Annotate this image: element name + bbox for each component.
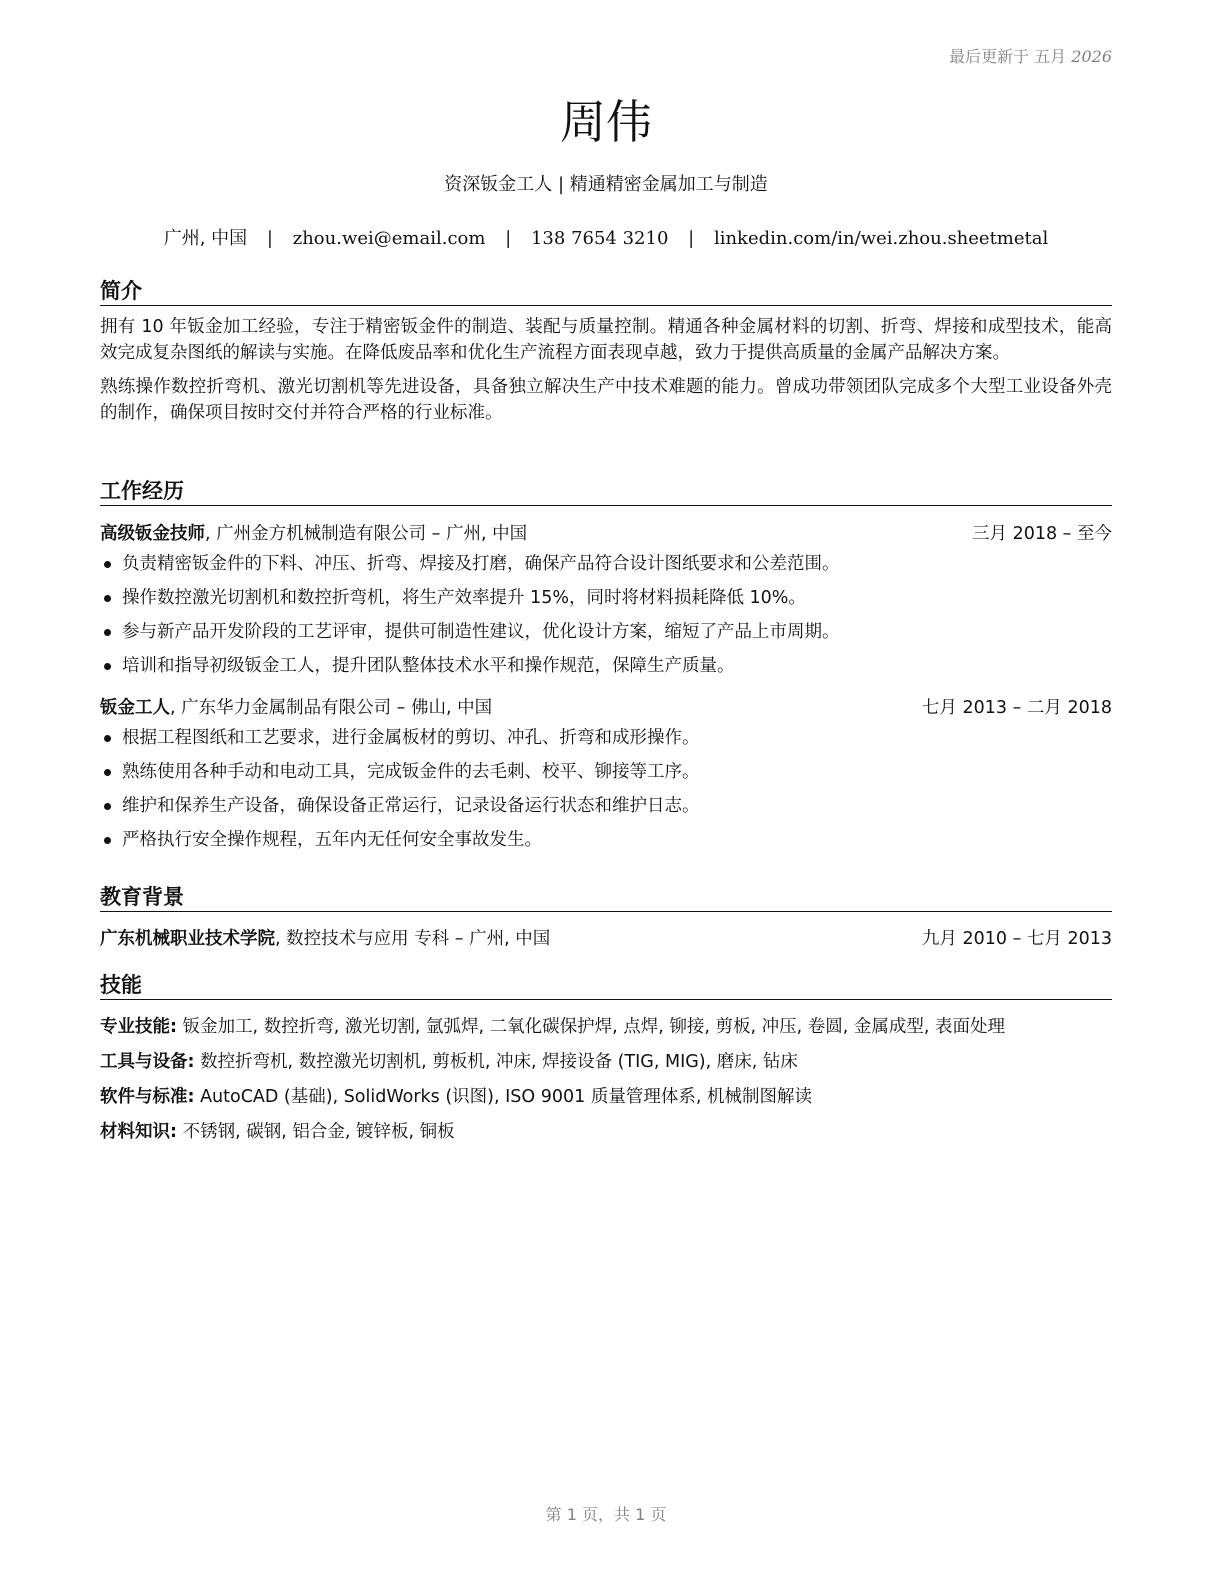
job-entry [100,695,1112,853]
contact-separator: | [266,228,273,249]
job-dates: 七月 2013 – 二月 2018 [921,698,1112,718]
skill-value: 钣金加工, 数控折弯, 激光切割, 氩弧焊, 二氧化碳保护焊, 点焊, 铆接, 剪板, 冲压, 卷圆, 金属成型, 表面处理 [177,1017,1005,1037]
last-updated-prefix: 最后更新于 五月 [949,47,1067,66]
job-bullet: 熟练使用各种手动和电动工具，完成钣金件的去毛刺、校平、铆接等工序。 [100,759,1112,785]
education-detail: , 数控技术与应用 专科 – 广州, 中国 [275,929,551,949]
section-title: 技能 [100,972,1112,1000]
job-header [100,521,1112,547]
skill-label: 专业技能: [100,1017,177,1037]
job-entry [100,521,1112,679]
experience-section [100,478,1112,861]
contact-email[interactable]: zhou.wei@email.com [292,228,486,249]
education-dates: 九月 2010 – 七月 2013 [921,929,1112,949]
section-title: 教育背景 [100,884,1112,912]
skill-row [100,1119,1112,1145]
skill-row [100,1049,1112,1075]
education-section [100,884,1112,952]
skill-label: 软件与标准: [100,1087,195,1107]
job-bullet: 操作数控激光切割机和数控折弯机，将生产效率提升 15%，同时将材料损耗降低 10%。 [100,585,1112,611]
summary-paragraph: 拥有 10 年钣金加工经验，专注于精密钣金件的制造、装配与质量控制。精通各种金属材料的切割、折弯、焊接和成型技术，能高效完成复杂图纸的解读与实施。在降低废品率和优化生产流程方面表现卓越，致力于提供高质量的金属产品解决方案。 [100,317,1112,363]
job-bullets [100,551,1112,679]
last-updated [949,44,1112,67]
summary-section [100,278,1112,426]
skill-label: 工具与设备: [100,1052,195,1072]
skills-list [100,1014,1112,1145]
job-bullets [100,725,1112,853]
candidate-name: 周伟 [560,95,652,149]
skills-section [100,972,1112,1154]
job-dates: 三月 2018 – 至今 [972,524,1112,544]
section-title: 简介 [100,278,1112,306]
job-header [100,695,1112,721]
job-bullet: 培训和指导初级钣金工人，提升团队整体技术水平和操作规范，保障生产质量。 [100,653,1112,679]
contact-linkedin[interactable]: linkedin.com/in/wei.zhou.sheetmetal [713,228,1049,249]
job-company: , 广州金方机械制造有限公司 – 广州, 中国 [205,524,528,544]
contact-phone: 138 7654 3210 [530,228,669,249]
summary-paragraph: 熟练操作数控折弯机、激光切割机等先进设备，具备独立解决生产中技术难题的能力。曾成功带领团队完成多个大型工业设备外壳的制作，确保项目按时交付并符合严格的行业标准。 [100,377,1112,423]
page-footer: 第 1 页，共 1 页 [545,1505,667,1524]
job-bullet: 负责精密钣金件的下料、冲压、折弯、焊接及打磨，确保产品符合设计图纸要求和公差范围。 [100,551,1112,577]
education-entry [100,926,1112,952]
skill-value: AutoCAD (基础), SolidWorks (识图), ISO 9001 质量管理体系, 机械制图解读 [194,1087,812,1107]
job-bullet: 严格执行安全操作规程，五年内无任何安全事故发生。 [100,827,1112,853]
job-bullet: 根据工程图纸和工艺要求，进行金属板材的剪切、冲孔、折弯和成形操作。 [100,725,1112,751]
skill-value: 数控折弯机, 数控激光切割机, 剪板机, 冲床, 焊接设备 (TIG, MIG), 磨床, 钻床 [194,1052,798,1072]
headline: 资深钣金工人 | 精通精密金属加工与制造 [444,174,768,195]
skill-row [100,1014,1112,1040]
contact-line [100,224,1112,250]
skill-row [100,1084,1112,1110]
skill-value: 不锈钢, 碳钢, 铝合金, 镀锌板, 铜板 [177,1122,455,1142]
contact-location: 广州, 中国 [163,228,248,249]
resume-page [100,0,1112,1584]
contact-separator: | [505,228,512,249]
education-school: 广东机械职业技术学院 [100,929,275,949]
contact-separator: | [688,228,695,249]
job-bullet: 参与新产品开发阶段的工艺评审，提供可制造性建议，优化设计方案，缩短了产品上市周期。 [100,619,1112,645]
skill-label: 材料知识: [100,1122,177,1142]
section-title: 工作经历 [100,478,1112,506]
job-role: 钣金工人 [100,698,170,718]
job-role: 高级钣金技师 [100,524,205,544]
last-updated-year: 2026 [1071,47,1112,66]
job-bullet: 维护和保养生产设备，确保设备正常运行，记录设备运行状态和维护日志。 [100,793,1112,819]
job-company: , 广东华力金属制品有限公司 – 佛山, 中国 [170,698,493,718]
